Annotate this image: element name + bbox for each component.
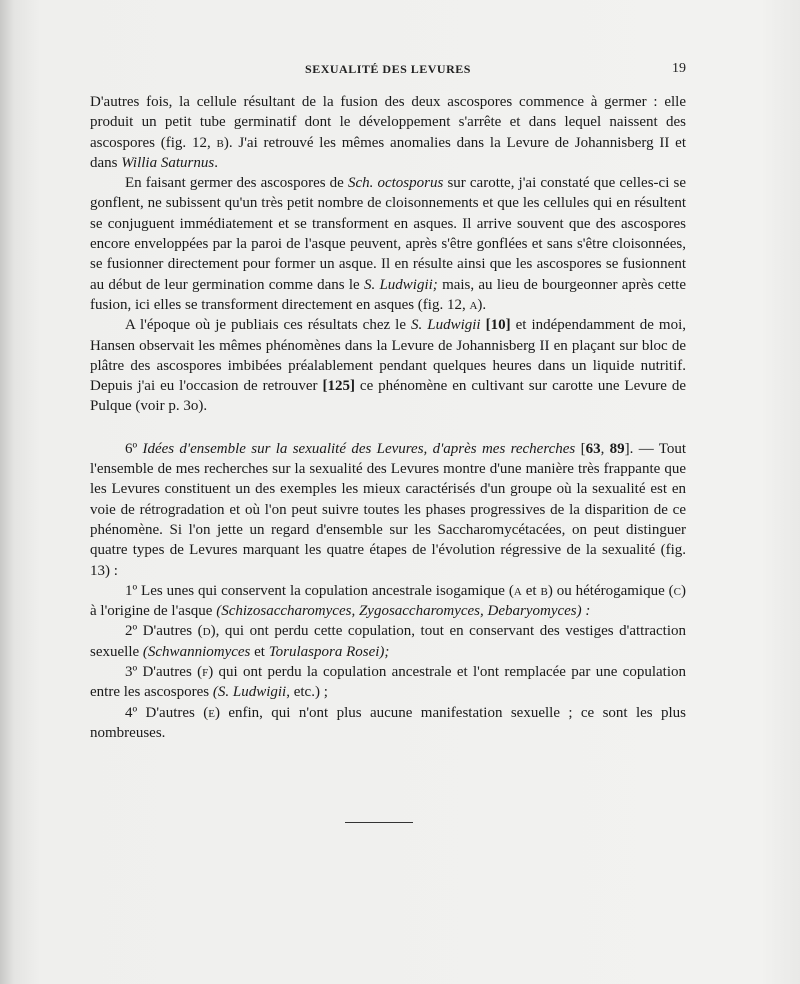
list-item: 4º D'autres (e) enfin, qui n'ont plus aucune manifestation sexuelle ; ce sont les plus nombreuses. — [90, 704, 686, 741]
citation: [10] — [485, 317, 511, 334]
paragraph: D'autres fois, la cellule résultant de la fusion des deux ascospores commence à germer : elle produit un petit tube germinatif dont le développement s'arrête et dans lequel naissent des ascospores (fig. 12, b). J'ai retrouvé les mêmes anomalies dans la Levure de Johannisberg II et dans Willia Saturnus. — [90, 94, 687, 171]
section-end-rule — [345, 822, 413, 823]
list-item: 3º D'autres (f) qui ont perdu la copulation ancestrale et l'ont remplacée par une copulation entre les ascospores (S. Ludwigii, etc.) ; — [90, 664, 686, 701]
page-number: 19 — [672, 61, 686, 76]
paragraph: En faisant germer des ascospores de Sch. octosporus sur carotte, j'ai constaté que celles-ci se gonflent, ne subissent qu'un très petit nombre de cloisonnements et que les cellules qui en résultent se conjuguent immédiatement et se transforment en asques. Il arrive souvent que des ascospores encore enveloppées par la paroi de l'asque peuvent, après s'être gonflées et sans s'être cloisonnées, se fusionner directement pour former un asque. Il en résulte ainsi que les ascospores se fusionnent au début de leur germination comme dans le S. Ludwigii; mais, au lieu de bourgeonner après cette fusion, ici elles se transforment directement en asques (fig. 12, a). — [90, 175, 686, 313]
list-item: 2º D'autres (d), qui ont perdu cette copulation, tout en conservant des vestiges d'attraction sexuelle (Schwanniomyces et Torulaspora Rosei); — [90, 623, 686, 660]
section-heading: Idées d'ensemble sur la sexualité des Levures, d'après mes recherches — [142, 440, 576, 457]
page-header — [90, 62, 686, 82]
citation: 89 — [609, 440, 625, 457]
citation: 63 — [585, 440, 601, 457]
body-text — [90, 92, 686, 743]
list-item: 1º Les unes qui conservent la copulation ancestrale isogamique (a et b) ou hétérogamique (c) à l'origine de l'asque (Schizosaccharomyces, Zygosaccharomyces, Debaryomyces) : — [90, 582, 686, 620]
section-paragraph: 6º Idées d'ensemble sur la sexualité des Levures, d'après mes recherches [63, 89]. — Tout l'ensemble de mes recherches sur la sexualité des Levures montre d'une manière très frappante que les Levures constituent un des exemples les mieux caractérisés d'un groupe où la sexualité est en voie de rétrogradation et où l'on peut suivre toutes les phases progressives de la disparition de ce phénomène. Si l'on jette un regard d'ensemble sur les Saccharomycétacées, on peut distinguer quatre types de Levures marquant les quatre étapes de l'évolution régressive de la sexualité (fig. 13) : — [90, 440, 687, 579]
paragraph: A l'époque où je publiais ces résultats chez le S. Ludwigii [10] et indépendamment de moi, Hansen observait les mêmes phénomènes dans la Levure de Johannisberg II en plaçant sur bloc de plâtre des ascospores imbibées préalablement pendant quelques heures dans un liquide nutritif. Depuis j'ai eu l'occasion de retrouver [125] ce phénomène en cultivant sur carotte une Levure de Pulque (voir p. 3o). — [90, 317, 687, 415]
citation: [125] — [322, 378, 355, 395]
running-title: SEXUALITÉ DES LEVURES — [305, 62, 471, 76]
